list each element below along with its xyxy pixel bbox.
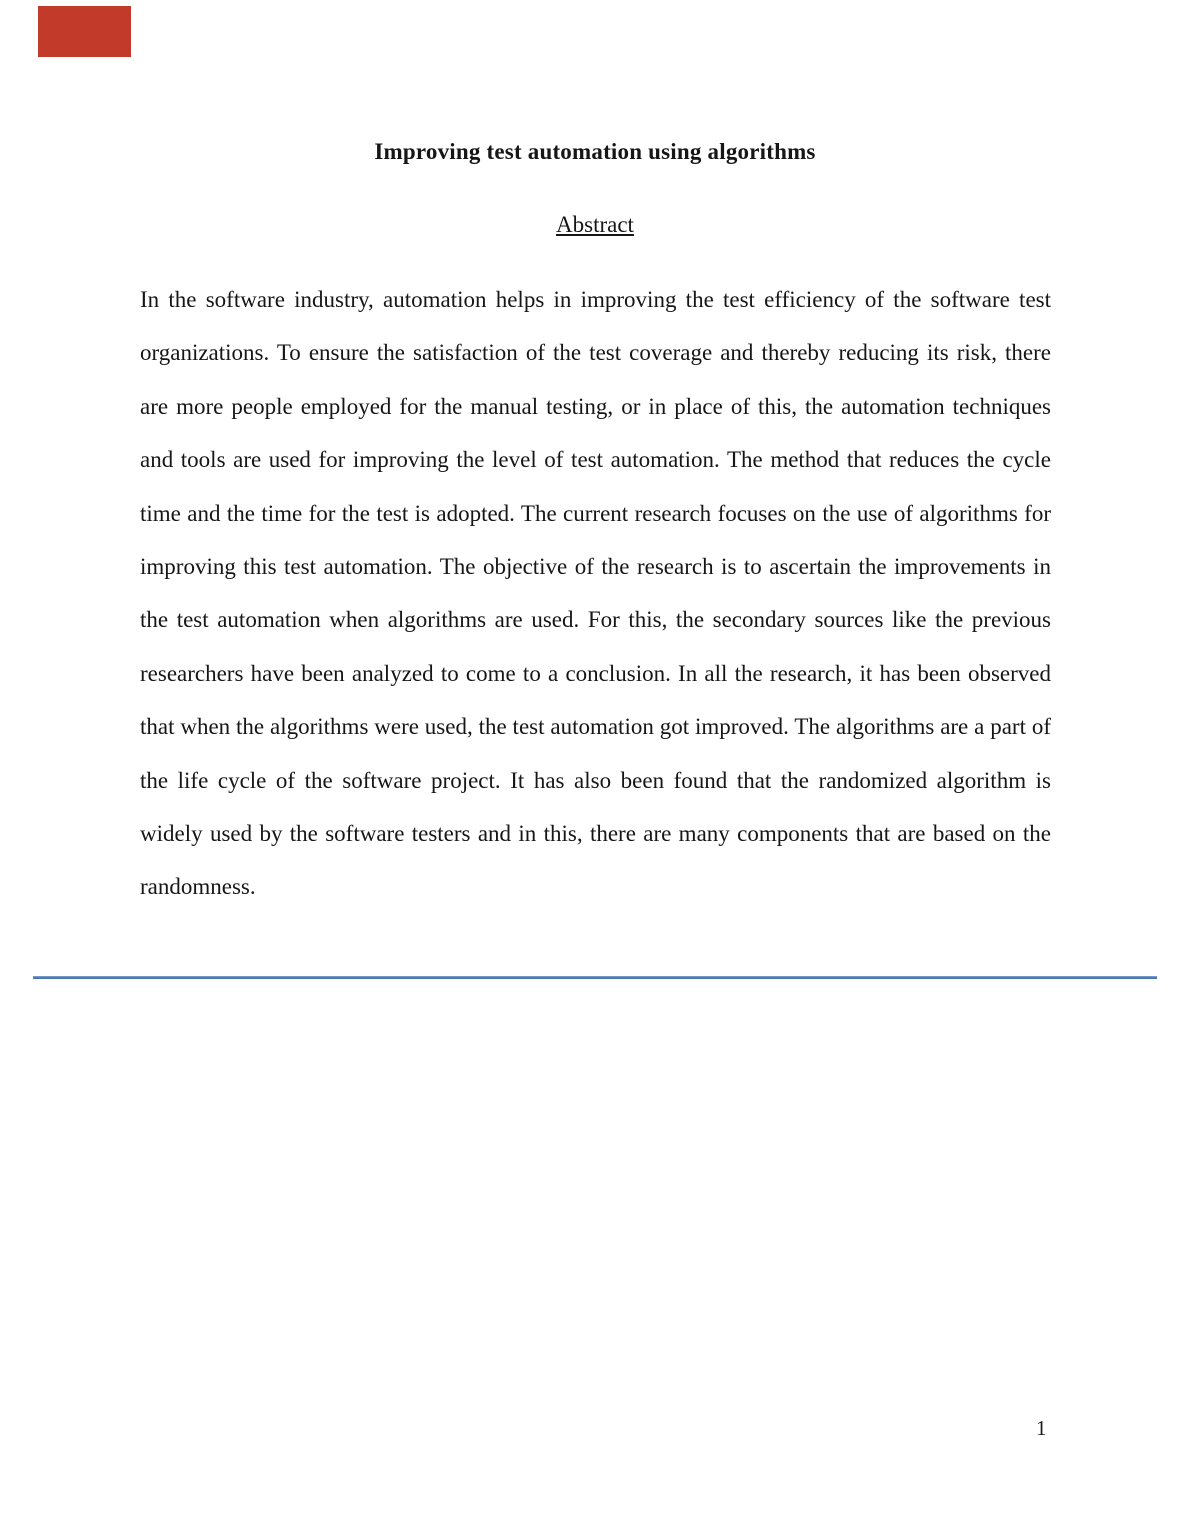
page-number: 1 — [1036, 1416, 1047, 1440]
abstract-heading: Abstract — [556, 212, 634, 237]
document-title: Improving test automation using algorithms — [374, 139, 816, 164]
horizontal-divider-line — [33, 976, 1157, 979]
abstract-paragraph: In the software industry, automation helps in improving the test efficiency of the software test organizations. To ensure the satisfaction of the test coverage and thereby reducing its risk, there are more people employed for the manual testing, or in place of this, the automation techniques and tools are used for improving the level of test automation. The method that reduces the cycle time and the time for the test is adopted. The current research focuses on the use of algorithms for improving this test automation. The objective of the research is to ascertain the improvements in the test automation when algorithms are used. For this, the secondary sources like the previous researchers have been analyzed to come to a conclusion. In all the research, it has been observed that when the algorithms were used, the test automation got improved. The algorithms are a part of the life cycle of the software project. It has also been found that the randomized algorithm is widely used by the software testers and in this, there are many components that are based on the randomness. — [140, 287, 1051, 900]
red-marker — [38, 6, 131, 57]
